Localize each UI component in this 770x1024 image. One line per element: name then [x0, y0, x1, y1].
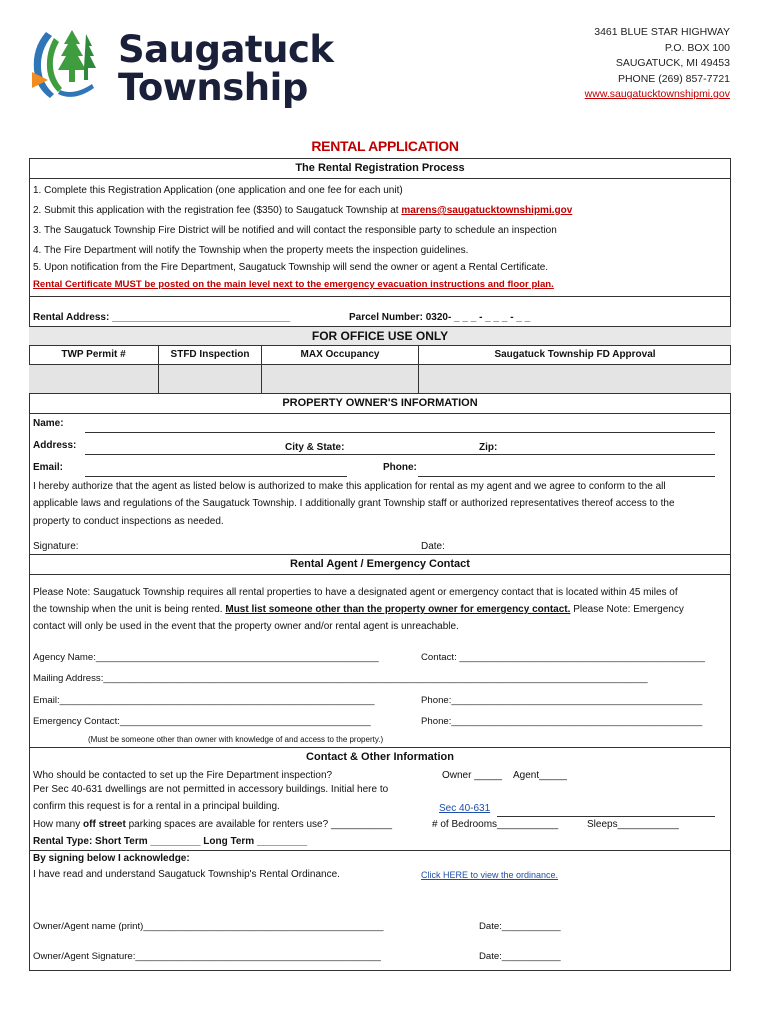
website-link[interactable]: www.saugatucktownshipmi.gov: [584, 88, 730, 101]
owner-date-label: Date:: [421, 541, 445, 552]
owner-city-label: City & State:: [285, 442, 345, 453]
township-logo: [28, 22, 334, 114]
owner-phone-input[interactable]: [418, 476, 715, 477]
acknowledge-heading: By signing below I acknowledge:: [33, 853, 190, 864]
process-heading: The Rental Registration Process: [295, 162, 465, 174]
process-step-5: 5. Upon notification from the Fire Department, Saugatuck Township will send the owner or agent a Rental Certificate.: [33, 262, 549, 273]
rental-type-field[interactable]: Rental Type: Short Term _________ Long Term _________: [33, 836, 308, 847]
process-step-3: 3. The Saugatuck Township Fire District will be notified and will contact the responsible party to schedule an inspection: [33, 225, 557, 236]
form-title: RENTAL APPLICATION: [311, 138, 459, 154]
address-line-city: SAUGATUCK, MI 49453: [615, 57, 730, 70]
authorization-line-2: applicable laws and regulations of the Saugatuck Township. I additionally grant Township staff or authorized representatives thereof access to the: [33, 498, 675, 509]
sec-40-631-link[interactable]: Sec 40-631: [439, 803, 491, 814]
inspection-contact-question: Who should be contacted to set up the Fire Department inspection?: [33, 770, 333, 781]
print-name-field[interactable]: Owner/Agent name (print)_____________________________________________: [33, 921, 384, 932]
owner-phone-label: Phone:: [383, 462, 417, 473]
initial-input[interactable]: [497, 816, 715, 817]
authorization-line-1: I hereby authorize that the agent as listed below is authorized to make this application for rental as my agent and we agree to conform to the all: [33, 481, 666, 492]
parking-question: [33, 819, 392, 830]
agent-email-field[interactable]: Email:___________________________________________________________: [33, 695, 375, 706]
office-use-heading: FOR OFFICE USE ONLY: [29, 326, 731, 346]
agent-note-2-prefix: the township when the unit is being rented.: [33, 604, 223, 615]
posting-notice: Rental Certificate MUST be posted on the main level next to the emergency evacuation instructions and floor plan.: [33, 279, 554, 290]
owner-name-input[interactable]: [85, 432, 715, 433]
logo-emblem-icon: [28, 24, 108, 104]
owner-option[interactable]: Owner _____: [442, 770, 503, 781]
max-occupancy-cell[interactable]: [262, 365, 419, 394]
office-use-fields: [29, 364, 731, 394]
divider: [29, 296, 731, 297]
agent-note-2-bold: Must list someone other than the property owner for emergency contact.: [225, 604, 571, 615]
divider: [29, 850, 731, 851]
parking-suffix[interactable]: parking spaces are available for renters use? ___________: [128, 819, 393, 830]
emergency-phone-field[interactable]: Phone:_______________________________________________: [421, 716, 703, 727]
bedrooms-field[interactable]: # of Bedrooms___________: [432, 819, 559, 830]
logo-line2: Township: [118, 66, 308, 109]
divider: [29, 554, 731, 555]
parking-prefix: How many: [33, 819, 81, 830]
owner-heading: PROPERTY OWNER'S INFORMATION: [282, 397, 478, 409]
owner-zip-label: Zip:: [479, 442, 498, 453]
fd-approval-cell[interactable]: [419, 365, 731, 394]
address-line-street: 3461 BLUE STAR HIGHWAY: [594, 26, 730, 38]
col-stfd-inspection: STFD Inspection: [159, 346, 262, 364]
address-block: [585, 25, 730, 103]
ordinance-link[interactable]: Click HERE to view the ordinance.: [421, 870, 559, 880]
parking-bold: off street: [83, 819, 126, 830]
print-date-field[interactable]: Date:___________: [479, 921, 561, 932]
agent-heading: Rental Agent / Emergency Contact: [290, 558, 470, 570]
process-step-2: [33, 205, 572, 216]
twp-permit-cell[interactable]: [29, 365, 159, 394]
parcel-number-field[interactable]: Parcel Number: 0320- _ _ _ - _ _ _ - _ _: [349, 312, 531, 323]
accessory-rule-line-2: confirm this request is for a rental in a principal building.: [33, 801, 280, 812]
rental-address-field[interactable]: Rental Address: ________________________________: [33, 312, 291, 323]
divider: [29, 178, 731, 179]
emergency-contact-field[interactable]: Emergency Contact:_______________________________________________: [33, 716, 371, 727]
owner-email-label: Email:: [33, 462, 64, 473]
process-step-4: 4. The Fire Department will notify the Township when the property meets the inspection guidelines.: [33, 245, 469, 256]
agent-contact-field[interactable]: Contact: ______________________________________________: [421, 652, 705, 663]
agent-phone-field[interactable]: Phone:_______________________________________________: [421, 695, 703, 706]
owner-email-input[interactable]: [85, 476, 347, 477]
agent-note-line-1: Please Note: Saugatuck Township requires all rental properties to have a designated agent or emergency contact that is located within 45 miles of: [33, 587, 678, 598]
col-max-occupancy: MAX Occupancy: [262, 346, 419, 364]
authorization-line-3: property to conduct inspections as needed.: [33, 516, 224, 527]
owner-address-input[interactable]: [85, 454, 715, 455]
process-step-1: 1. Complete this Registration Application (one application and one fee for each unit): [33, 185, 403, 196]
address-line-pobox: P.O. BOX 100: [664, 41, 730, 54]
office-use-columns: [29, 346, 731, 364]
stfd-inspection-cell[interactable]: [159, 365, 262, 394]
agent-signature-field[interactable]: Owner/Agent Signature:______________________________________________: [33, 951, 381, 962]
accessory-rule-line-1: Per Sec 40-631 dwellings are not permitted in accessory buildings. Initial here to: [33, 784, 389, 795]
fee-email-link[interactable]: marens@saugatucktownshipmi.gov: [401, 205, 573, 216]
col-twp-permit: TWP Permit #: [29, 346, 159, 364]
owner-address-label: Address:: [33, 440, 77, 451]
sleeps-field[interactable]: Sleeps___________: [587, 819, 679, 830]
agency-name-field[interactable]: Agency Name:_____________________________________________________: [33, 652, 379, 663]
acknowledge-text: I have read and understand Saugatuck Township's Rental Ordinance.: [33, 869, 340, 880]
divider: [29, 747, 731, 748]
contact-heading: Contact & Other Information: [306, 751, 454, 763]
logo-line1: Saugatuck: [118, 28, 334, 71]
agent-note-line-2: [33, 604, 684, 615]
mailing-address-field[interactable]: Mailing Address:______________________________________________________________________________________________________: [33, 673, 648, 684]
process-step-2-text: 2. Submit this application with the registration fee ($350) to Saugatuck Township at: [33, 205, 399, 216]
divider: [29, 413, 731, 414]
owner-signature-label: Signature:: [33, 541, 79, 552]
agent-option[interactable]: Agent_____: [513, 770, 567, 781]
col-fd-approval: Saugatuck Township FD Approval: [494, 349, 656, 360]
divider: [29, 574, 731, 575]
emergency-contact-note: (Must be someone other than owner with knowledge of and access to the property.): [88, 735, 384, 744]
agent-note-line-3: contact will only be used in the event that the property owner and/or rental agent is unreachable.: [33, 621, 459, 632]
owner-name-label: Name:: [33, 418, 64, 429]
signature-date-field[interactable]: Date:___________: [479, 951, 561, 962]
address-line-phone: PHONE (269) 857-7721: [617, 72, 730, 85]
agent-note-2-suffix: Please Note: Emergency: [573, 604, 684, 615]
